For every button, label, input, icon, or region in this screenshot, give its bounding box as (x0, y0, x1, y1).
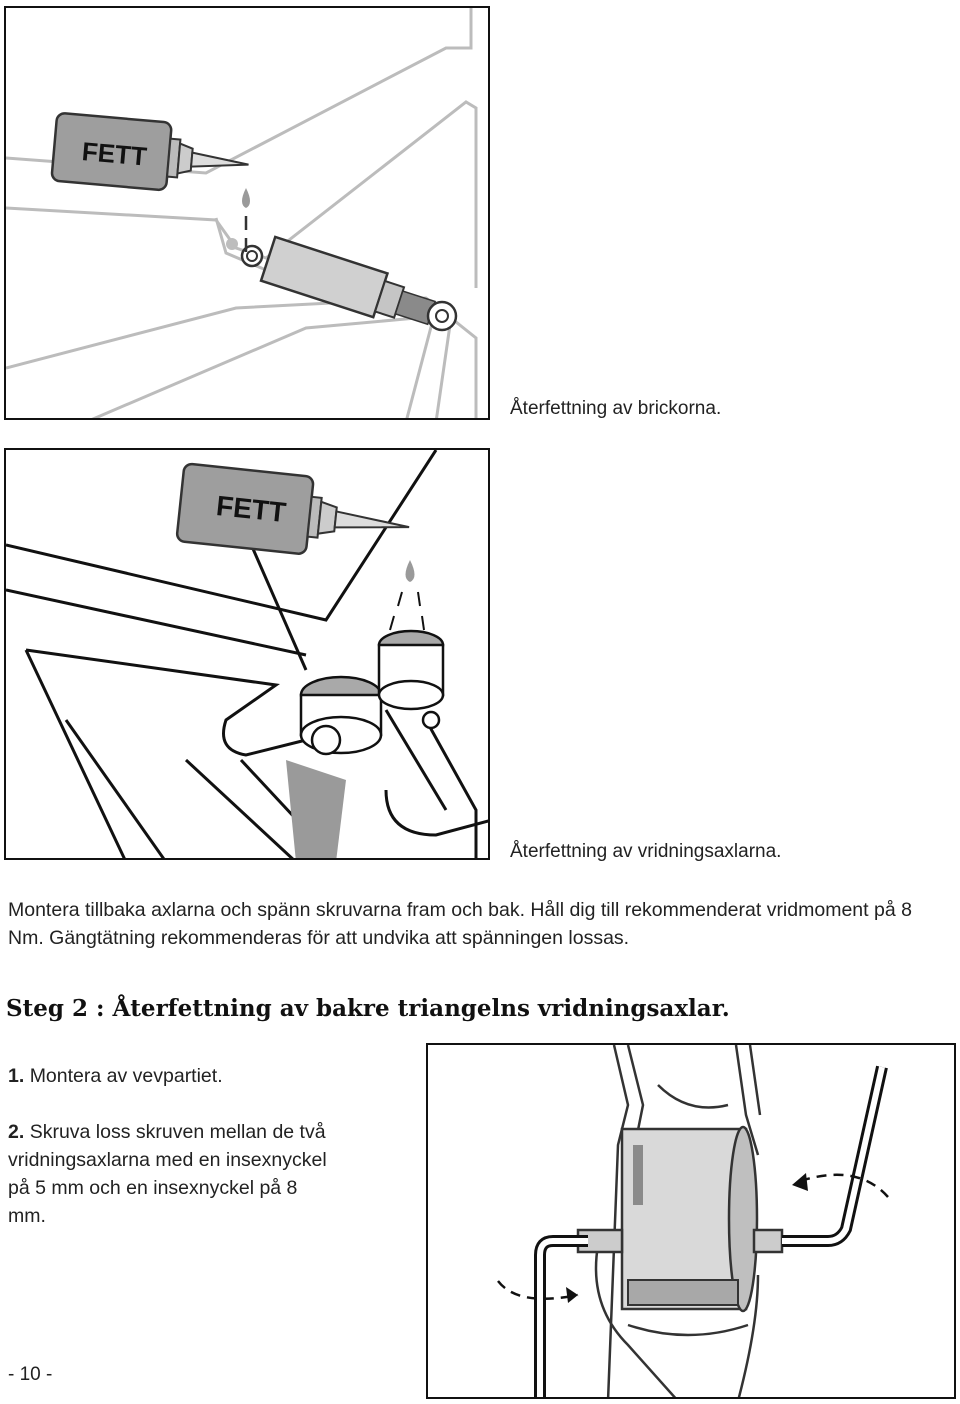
frame-illustration-2 (6, 450, 490, 860)
figure-1-caption: Återfettning av brickorna. (510, 398, 722, 419)
page-number: - 10 - (8, 1364, 53, 1385)
step-1 (8, 1062, 338, 1090)
step-text: Montera av vevpartiet. (29, 1065, 223, 1087)
figure-2-caption: Återfettning av vridningsaxlarna. (510, 841, 782, 862)
figure-grease-washers (4, 6, 490, 420)
step-text: Skruva loss skruven mellan de två vridningsaxlarna med en insexnyckel på 5 mm och en insexnyckel på 8 mm. (8, 1121, 327, 1227)
grease-tube-label: FETT (214, 489, 288, 529)
frame-illustration-1 (6, 8, 490, 420)
step-number: 2. (8, 1121, 25, 1143)
figure-remove-pivot-bolt (426, 1043, 956, 1399)
step-2 (8, 1118, 338, 1230)
step-number: 1. (8, 1065, 25, 1087)
instruction-paragraph: Montera tillbaka axlarna och spänn skruvarna fram och bak. Håll dig till rekommenderat vridmoment på 8 Nm. Gängtätning rekommenderas för att undvika att spänningen lossas. (8, 899, 912, 949)
frame-illustration-3 (428, 1045, 956, 1399)
figure-grease-pivot-axles (4, 448, 490, 860)
grease-tube-label: FETT (80, 136, 149, 172)
section-heading: Steg 2 : Återfettning av bakre triangelns vridningsaxlar. (6, 995, 730, 1022)
